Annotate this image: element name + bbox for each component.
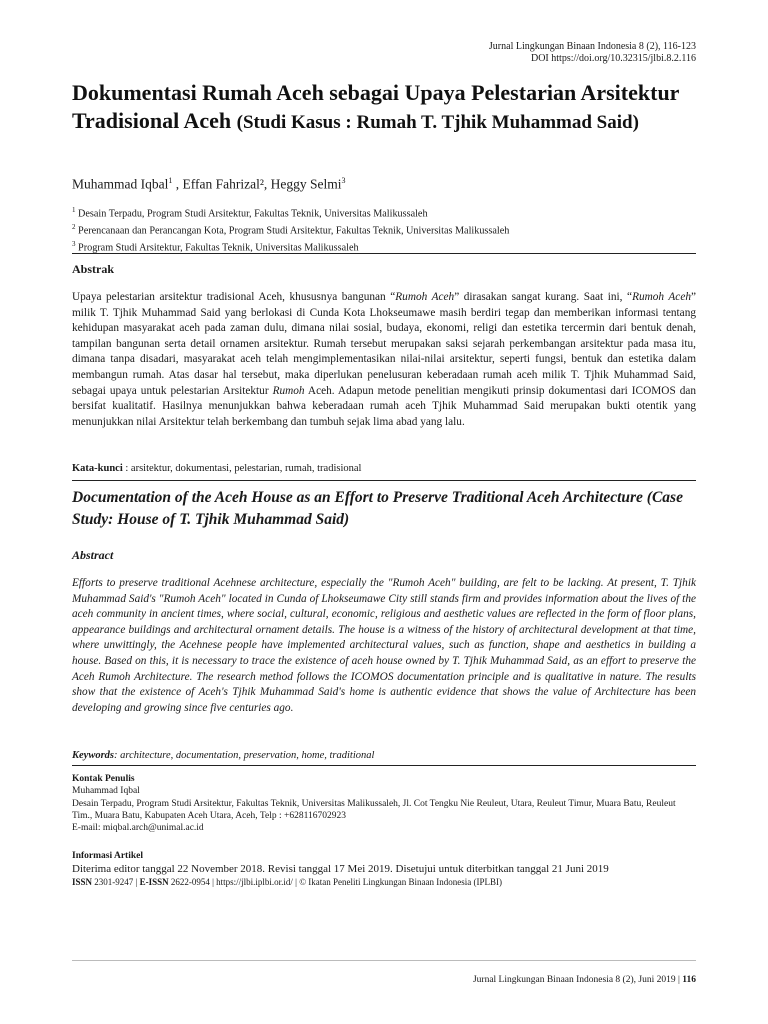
kata-kunci-label: Kata-kunci (72, 463, 123, 474)
abstract-heading: Abstract (72, 548, 114, 562)
title-subtitle: (Studi Kasus : Rumah T. Tjhik Muhammad Said) (236, 112, 639, 133)
title-main: Dokumentasi Rumah Aceh sebagai Upaya Pelestarian Arsitektur Tradisional Aceh (72, 80, 680, 133)
info-dates: Diterima editor tanggal 22 November 2018. Revisi tanggal 17 Mei 2019. Disetujui untuk diterbitkan tanggal 21 Juni 2019 (72, 863, 609, 876)
article-info (72, 850, 696, 888)
affiliation-text: Perencanaan dan Perancangan Kota, Program Studi Arsitektur, Fakultas Teknik, Universitas Malikussaleh (78, 225, 510, 237)
footer-divider (72, 960, 696, 961)
eissn-label: E-ISSN (139, 877, 169, 888)
abstrak-text: ” dirasakan sangat kurang. Saat ini, “ (454, 291, 633, 303)
info-heading: Informasi Artikel (72, 851, 143, 861)
issn-value: 2301-9247 | (92, 877, 140, 888)
journal-doi[interactable]: DOI https://doi.org/10.32315/jlbi.8.2.116 (530, 53, 696, 64)
eissn-value: 2622-0954 | https://jlbi.iplbi.or.id/ | © Ikatan Peneliti Lingkungan Binaan Indonesia (IPLBI) (168, 877, 502, 888)
abstrak-text: Upaya pelestarian arsitektur tradisional Aceh, khususnya bangunan “ (72, 291, 396, 303)
author-1-sup: 1 (168, 176, 173, 185)
author-2-3: , Effan Fahrizal², Heggy Selmi (172, 176, 342, 192)
divider (72, 765, 696, 766)
abstract-body: Efforts to preserve traditional Acehnese architecture, especially the "Rumoh Aceh" building, are felt to be lacking. At present, T. Tjhik Muhammad Said's "Rumoh Aceh" located in Cunda of Lhokseumawe City still stands firm and provides information about the lives of the aceh community in ancient times, where social, cultural, economic, religious and aesthetic values are reflected in the form of floor plans, appearance buildings and architectural ornament details. The house is a witness of the history of architectural development at that time, where unwittingly, the Acehnese people have implemented architectural values, such as function, shape and aesthetics in building a house. Based on this, it is necessary to trace the existence of aceh house owned by T. Tjhik Muhammad Said, as an effort to preserve the Aceh Rumoh Architecture. The research method follows the ICOMOS documentation principle and is qualitative in nature. The results show that the existence of Aceh's Tjhik Muhammad Said's home is authentic evidence that shows the value of Architecture has been developing and growing since five centuries ago. (72, 577, 696, 714)
issn-label: ISSN (72, 877, 93, 888)
affiliation-sup: 1 (72, 206, 76, 214)
kata-kunci (72, 462, 696, 475)
abstrak-term: Rumoh Aceh (632, 291, 691, 303)
affiliation-text: Desain Terpadu, Program Studi Arsitektur, Fakultas Teknik, Universitas Malikussaleh (78, 208, 428, 220)
abstrak-term: Rumoh Aceh (395, 291, 455, 303)
contact-name: Muhammad Iqbal (72, 786, 140, 797)
paper-title (72, 79, 696, 137)
contact-block (72, 773, 696, 834)
affiliation-list (72, 204, 509, 255)
affiliation-item (72, 204, 509, 221)
english-title: Documentation of the Aceh House as an Effort to Preserve Traditional Aceh Architecture (Case Study: House of T. Tjhik Muhammad Said) (72, 489, 683, 528)
abstrak-body (72, 290, 696, 430)
keywords-label: Keywords (72, 750, 114, 761)
divider (72, 480, 696, 481)
author-list (72, 172, 346, 194)
abstrak-term: Rumoh (272, 384, 305, 397)
affiliation-sup: 2 (72, 222, 76, 231)
author-1: Muhammad Iqbal (72, 176, 169, 192)
affiliation-sup: 3 (72, 239, 76, 248)
abstrak-heading: Abstrak (72, 262, 115, 276)
abstrak-text: ” milik T. Tjhik Muhammad Said yang berlokasi di Cunda Kota Lhokseumawe masih berdiri tegap dan memberikan informasi tentang kehidupan masyarakat aceh pada zaman dulu, dimana nilai sosial, budaya, ekonomi, religi dan estetika tercermin dari bentuk denah, tampilan bangunan serta detail ornamen arsitektur. Rumah tersebut merupakan saksi sejarah perkembangan arsitektur pada masa itu, dimana tanpa disadari, masyarakat aceh telah mengimplementasikan nilai-nilai arsitektur, seperti fungsi, bentuk dan estetika dalam membangun rumah. Atas dasar hal tersebut, maka diperlukan penelusuran keberadaan rumah aceh milik T. Tjhik Muhammad Said, sebagai upaya untuk pelestarian Arsitektur (72, 291, 697, 397)
contact-address: Desain Terpadu, Program Studi Arsitektur, Fakultas Teknik, Universitas Malikussaleh, Jl. Cot Tengku Nie Reuleut, Utara, Reuleut Timur, Muara Batu, Reuleut Tim., Muara Batu, Kabupaten Aceh Utara, Aceh, Telp : +628116702923 (72, 798, 676, 821)
abstrak-text: Aceh. Adapun metode penelitian mengikuti prinsip dokumentasi dari ICOMOS dan bersifat kualitatif. Hasilnya menunjukkan bahwa keberadaan rumah aceh Tjhik Muhammad Said merupakan bukti otentik yang menunjukkan nilai Arsitektur telah berkembang dan tumbuh sejak lima abad yang lalu. (72, 384, 697, 428)
affiliation-text: Program Studi Arsitektur, Fakultas Teknik, Universitas Malikussaleh (78, 242, 359, 254)
contact-email[interactable]: E-mail: miqbal.arch@unimal.ac.id (72, 823, 204, 834)
divider (72, 253, 696, 254)
keywords-text: : architecture, documentation, preservation, home, traditional (114, 750, 375, 761)
journal-citation: Jurnal Lingkungan Binaan Indonesia 8 (2), 116-123 (488, 41, 696, 52)
paper-page (72, 0, 696, 1024)
journal-header (489, 41, 696, 65)
page-footer (473, 974, 696, 986)
footer-text: Jurnal Lingkungan Binaan Indonesia 8 (2), Juni 2019 | (472, 975, 683, 985)
page-number: 116 (682, 975, 696, 985)
keywords (72, 749, 696, 762)
issn-line (72, 876, 696, 888)
kata-kunci-text: : arsitektur, dokumentasi, pelestarian, rumah, tradisional (122, 463, 362, 474)
contact-heading: Kontak Penulis (72, 774, 135, 784)
author-3-sup: 3 (341, 176, 346, 185)
affiliation-item (72, 221, 509, 238)
